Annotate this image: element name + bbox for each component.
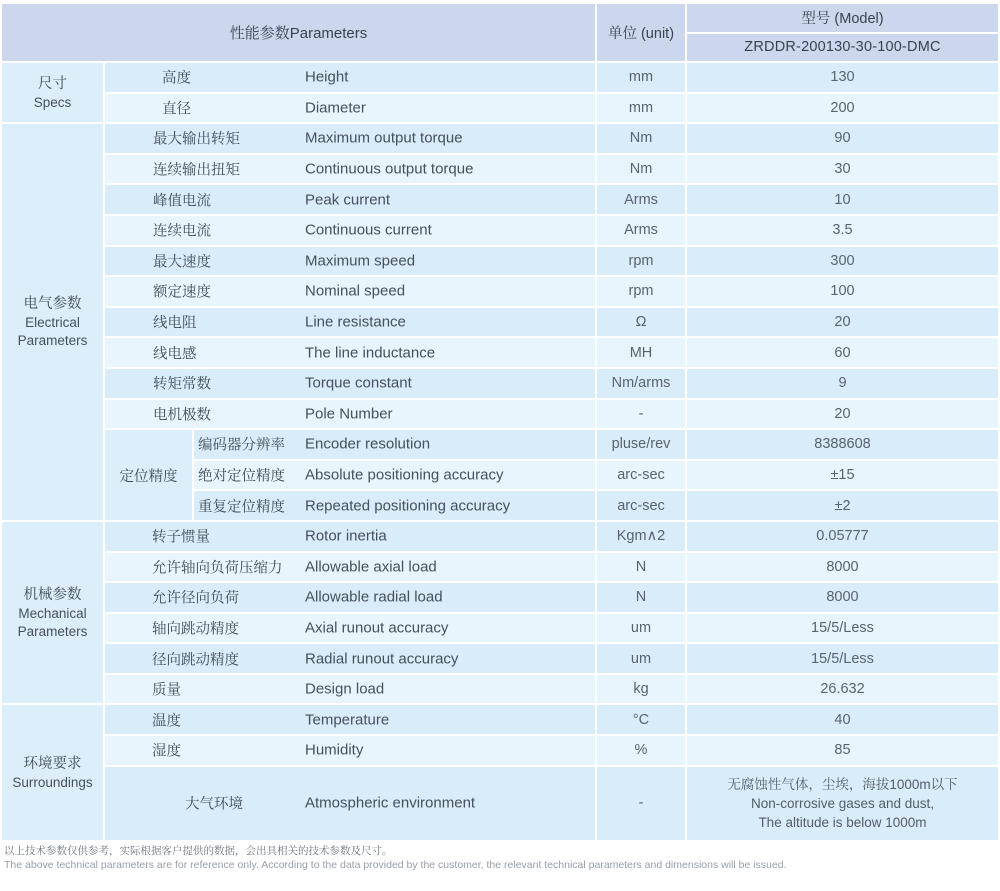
param-label-cell <box>105 216 595 245</box>
param-label-en: Axial runout accuracy <box>305 619 449 637</box>
param-label-cn: 电机极数 <box>153 407 211 424</box>
param-label-cell <box>105 614 595 643</box>
table-row <box>105 369 998 398</box>
param-label-cn: 轴向跳动精度 <box>152 621 239 638</box>
unit-cell: MH <box>597 338 685 367</box>
value-cell: 300 <box>687 247 998 276</box>
unit-cell: um <box>597 614 685 643</box>
unit-cell: - <box>597 767 685 840</box>
unit-cell: N <box>597 553 685 582</box>
table-row <box>105 124 998 153</box>
param-label-en: Design load <box>305 680 385 698</box>
param-label-cell <box>105 277 595 306</box>
unit-cell: Nm <box>597 124 685 153</box>
section-specs <box>2 63 998 122</box>
unit-cell: arc-sec <box>597 461 685 490</box>
param-label-cn: 最大输出转矩 <box>153 131 240 148</box>
value-cell: 8388608 <box>687 430 998 459</box>
table-row <box>194 491 998 520</box>
unit-cell: - <box>597 400 685 429</box>
value-cell: 26.632 <box>687 675 998 704</box>
value-cell: ±2 <box>687 491 998 520</box>
table-row <box>105 583 998 612</box>
table-row <box>105 644 998 673</box>
section-rows <box>105 522 998 704</box>
table-row <box>194 461 998 490</box>
section-label <box>2 705 103 839</box>
footnote-cn: 以上技术参数仅供参考，实际根据客户提供的数据，会出具相关的技术参数及尺寸。 <box>4 845 393 857</box>
model-number: ZRDDR-200130-30-100-DMC <box>687 34 998 62</box>
unit-cell: Nm <box>597 155 685 184</box>
unit-cell: rpm <box>597 247 685 276</box>
value-cell: 20 <box>687 308 998 337</box>
section-electrical <box>2 124 998 520</box>
unit-cell: °C <box>597 705 685 734</box>
table-row <box>105 675 998 704</box>
param-label-en: Maximum speed <box>305 252 416 270</box>
section-label-cn: 电气参数 <box>23 296 82 313</box>
value-line: The altitude is below 1000m <box>758 814 927 830</box>
param-label-en: Continuous current <box>305 221 432 239</box>
value-cell: 90 <box>687 124 998 153</box>
value-cell: 30 <box>687 155 998 184</box>
param-label-en: Absolute positioning accuracy <box>305 466 504 484</box>
param-label-en: Atmospheric environment <box>305 794 476 812</box>
footnotes <box>4 845 994 872</box>
table-row <box>105 308 998 337</box>
value-cell: 20 <box>687 400 998 429</box>
unit-cell: pluse/rev <box>597 430 685 459</box>
unit-header: 单位 (unit) <box>597 4 685 61</box>
table-row <box>105 767 998 840</box>
param-label-cell <box>105 63 595 92</box>
value-line: 无腐蚀性气体，尘埃，海拔1000m以下 <box>727 776 958 792</box>
value-cell: 100 <box>687 277 998 306</box>
param-label-cn: 湿度 <box>152 743 181 760</box>
param-label-cn: 直径 <box>162 101 191 118</box>
param-label-cn: 线电阻 <box>153 315 197 332</box>
param-label-cn: 允许轴向负荷压缩力 <box>152 560 283 577</box>
param-label-cell <box>194 461 595 490</box>
value-cell: 0.05777 <box>687 522 998 551</box>
section-label <box>2 63 103 122</box>
section-label <box>2 522 103 704</box>
unit-cell: Kgm∧2 <box>597 522 685 551</box>
param-label-en: Temperature <box>305 711 390 729</box>
unit-cell: rpm <box>597 277 685 306</box>
param-label-cn: 大气环境 <box>185 796 243 813</box>
unit-cell: Arms <box>597 185 685 214</box>
model-header: 型号 (Model) <box>687 4 998 32</box>
section-label-cn: 环境要求 <box>23 755 82 772</box>
table-row <box>105 63 998 92</box>
value-cell <box>687 767 998 840</box>
unit-cell: um <box>597 644 685 673</box>
table-row <box>105 216 998 245</box>
param-label-cn: 重复定位精度 <box>198 499 285 516</box>
section-label-cn: 尺寸 <box>38 75 67 92</box>
value-cell: 9 <box>687 369 998 398</box>
param-label-cn: 质量 <box>152 682 181 699</box>
model-header-cell <box>687 4 998 61</box>
unit-cell: Arms <box>597 216 685 245</box>
section-label-en: Specs <box>33 94 72 110</box>
unit-cell: N <box>597 583 685 612</box>
param-label-cell <box>194 430 595 459</box>
param-label-cn: 转子惯量 <box>152 529 210 546</box>
section-label-en: Mechanical Parameters <box>17 605 88 639</box>
param-label-cn: 连续电流 <box>153 223 211 240</box>
param-label-en: Humidity <box>305 741 364 759</box>
param-label-cell <box>105 553 595 582</box>
value-cell: 200 <box>687 94 998 123</box>
param-label-en: Height <box>305 68 349 86</box>
table-row <box>194 430 998 459</box>
param-label-cell <box>105 308 595 337</box>
unit-cell: Ω <box>597 308 685 337</box>
value-cell: 15/5/Less <box>687 614 998 643</box>
section-label-en: Electrical Parameters <box>17 315 88 349</box>
value-cell: 130 <box>687 63 998 92</box>
param-label-cell <box>105 675 595 704</box>
table-row <box>105 277 998 306</box>
params-header: 性能参数Parameters <box>2 4 595 61</box>
param-label-cell <box>105 185 595 214</box>
group-rows <box>194 430 998 520</box>
param-label-cn: 允许径向负荷 <box>152 590 239 607</box>
unit-cell: Nm/arms <box>597 369 685 398</box>
param-label-en: Rotor inertia <box>305 527 387 545</box>
param-label-en: Line resistance <box>305 313 406 331</box>
table-body <box>2 63 998 840</box>
footnote-en: The above technical parameters are for reference only. According to the data provided by the customer, the relevant technical parameters and dimensions will be issued. <box>4 859 787 871</box>
table-row <box>105 185 998 214</box>
param-label-en: Allowable radial load <box>305 588 443 606</box>
param-label-cell <box>194 491 595 520</box>
param-label-cell <box>105 338 595 367</box>
param-label-cell <box>105 124 595 153</box>
param-label-en: Radial runout accuracy <box>305 650 459 668</box>
group-label: 定位精度 <box>105 430 192 520</box>
table-row <box>105 553 998 582</box>
value-cell: 85 <box>687 736 998 765</box>
section-surroundings <box>2 705 998 839</box>
param-label-cn: 最大速度 <box>153 254 211 271</box>
value-cell: 60 <box>687 338 998 367</box>
unit-cell: mm <box>597 63 685 92</box>
param-label-en: Nominal speed <box>305 282 406 300</box>
table-row <box>105 522 998 551</box>
param-label-cn: 绝对定位精度 <box>198 468 285 485</box>
param-label-en: The line inductance <box>305 344 436 362</box>
param-label-en: Encoder resolution <box>305 435 431 453</box>
param-label-cn: 温度 <box>152 713 181 730</box>
value-cell: ±15 <box>687 461 998 490</box>
table-row <box>105 705 998 734</box>
param-label-cell <box>105 522 595 551</box>
param-label-cell <box>105 155 595 184</box>
param-label-cell <box>105 94 595 123</box>
param-label-en: Repeated positioning accuracy <box>305 497 511 515</box>
param-label-cell <box>105 705 595 734</box>
value-line: Non-corrosive gases and dust, <box>750 795 935 811</box>
param-label-cn: 径向跳动精度 <box>152 652 239 669</box>
value-cell: 8000 <box>687 553 998 582</box>
value-cell: 10 <box>687 185 998 214</box>
table-row <box>105 614 998 643</box>
param-label-cell <box>105 736 595 765</box>
unit-cell: arc-sec <box>597 491 685 520</box>
param-label-en: Continuous output torque <box>305 160 474 178</box>
param-label-cn: 线电感 <box>153 346 197 363</box>
param-label-cell <box>105 644 595 673</box>
section-rows <box>105 705 998 839</box>
unit-cell: kg <box>597 675 685 704</box>
param-label-cn: 连续输出扭矩 <box>153 162 240 179</box>
value-cell: 8000 <box>687 583 998 612</box>
table-row <box>105 94 998 123</box>
table-row <box>105 338 998 367</box>
param-label-cn: 额定速度 <box>153 284 211 301</box>
value-cell: 3.5 <box>687 216 998 245</box>
param-label-cell <box>105 247 595 276</box>
param-label-en: Torque constant <box>305 374 412 392</box>
section-label <box>2 124 103 520</box>
param-label-cell <box>105 767 595 840</box>
param-label-en: Peak current <box>305 191 391 209</box>
param-label-en: Maximum output torque <box>305 129 463 147</box>
param-label-cn: 转矩常数 <box>153 376 211 393</box>
param-label-cell <box>105 400 595 429</box>
section-label-en: Surroundings <box>12 774 93 790</box>
section-label-cn: 机械参数 <box>23 586 82 603</box>
param-label-cell <box>105 369 595 398</box>
value-cell: 40 <box>687 705 998 734</box>
param-label-cell <box>105 583 595 612</box>
param-label-cn: 高度 <box>162 70 191 87</box>
param-label-cn: 峰值电流 <box>153 193 211 210</box>
table-row <box>105 155 998 184</box>
unit-cell: mm <box>597 94 685 123</box>
section-rows <box>105 124 998 520</box>
section-rows <box>105 63 998 122</box>
table-row <box>105 736 998 765</box>
param-label-en: Diameter <box>305 99 366 117</box>
table-row <box>105 247 998 276</box>
spec-table <box>2 4 998 840</box>
positioning-accuracy-group <box>105 430 998 520</box>
param-label-en: Pole Number <box>305 405 393 423</box>
param-label-en: Allowable axial load <box>305 558 437 576</box>
unit-cell: % <box>597 736 685 765</box>
section-mechanical <box>2 522 998 704</box>
value-cell: 15/5/Less <box>687 644 998 673</box>
table-row <box>105 400 998 429</box>
table-header <box>2 4 998 61</box>
param-label-cn: 编码器分辨率 <box>198 437 285 454</box>
